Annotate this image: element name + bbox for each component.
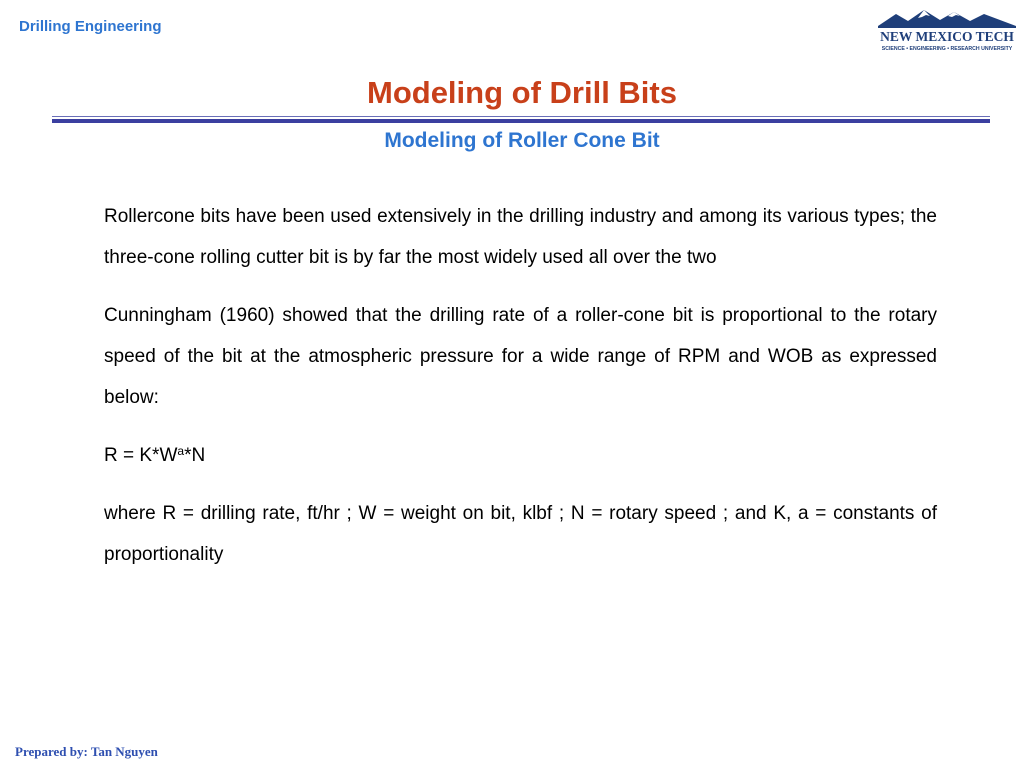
- paragraph-rollercone-usage: Rollercone bits have been used extensively in the drilling industry and among its various types; the three-cone rolling cutter bit is by far the most widely used all over the two: [104, 206, 937, 268]
- university-logo: [874, 6, 1020, 54]
- page-title: Modeling of Drill Bits: [367, 75, 677, 110]
- equation-drilling-rate: [104, 435, 937, 476]
- title-divider-thick: [52, 119, 990, 123]
- logo-tagline: SCIENCE • ENGINEERING • RESEARCH UNIVERSITY: [881, 46, 1013, 52]
- title-divider-thin: [52, 116, 990, 117]
- equation-lhs: R = K*W: [104, 445, 178, 466]
- slide-body: [104, 196, 937, 592]
- header-label: Drilling Engineering: [19, 18, 162, 35]
- footer-credit: Prepared by: Tan Nguyen: [15, 744, 158, 759]
- equation-rhs: *N: [184, 445, 206, 466]
- mountain-logo-icon: [874, 6, 1020, 54]
- paragraph-cunningham: Cunningham (1960) showed that the drilling rate of a roller-cone bit is proportional to the rotary speed of the bit at the atmospheric pressure for a wide range of RPM and WOB as expressed below:: [104, 305, 937, 408]
- logo-name: NEW MEXICO TECH: [880, 29, 1014, 44]
- page-subtitle: Modeling of Roller Cone Bit: [384, 129, 660, 152]
- equation-exponent: a: [177, 444, 185, 458]
- paragraph-variable-definitions: where R = drilling rate, ft/hr ; W = weight on bit, klbf ; N = rotary speed ; and K, a = constants of proportionality: [104, 503, 937, 565]
